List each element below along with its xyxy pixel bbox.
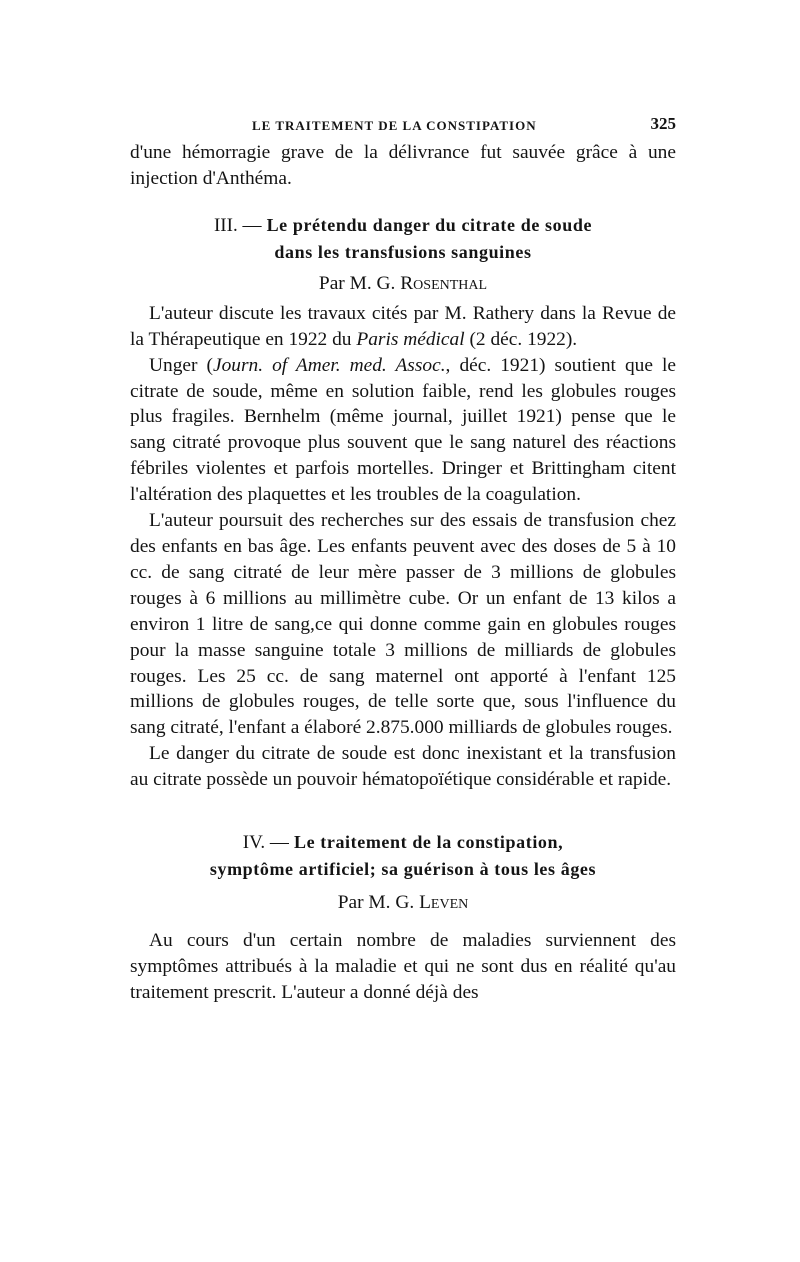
section-3-author: [130, 271, 676, 297]
section-4-paragraph-1: Au cours d'un certain nombre de maladies surviennent des symptômes attribués à la maladie et qui ne sont dus en réalité qu'au traitement prescrit. L'auteur a donné déjà des: [130, 930, 676, 1003]
section-3-author-prefix: Par M. G.: [318, 272, 396, 294]
page-number: 325: [650, 114, 676, 133]
section-3-paragraph-1: [130, 301, 676, 353]
s3p2-text-2: , déc. 1921) soutient que le citrate de soude, même en solution faible, rend les globules rouges plus fragiles. Bernhelm (même journal, juillet 1921) pense que le sang citraté provoque plus souvent que le sang naturel des réactions fébriles violentes et parfois mortelles. Dringer et Brittingham citent l'altération des plaquettes et les troubles de la coagulation.: [130, 354, 676, 506]
section-3-paragraph-3: L'auteur poursuit des recherches sur des essais de transfusion chez des enfants en bas âge. Les enfants peuvent avec des doses de 5 à 10 cc. de sang citraté de leur mère passer de 3 millions de globules rouges à 6 millions au millimètre cube. Or un enfant de 13 kilos a environ 1 litre de sang,ce qui donne comme gain en globules rouges pour la masse sanguine totale 3 millions de milliards de globules rouges. Les 25 cc. de sang maternel ont apporté à l'enfant 125 millions de globules rouges, de telle sorte que, sous l'influence du sang citraté, l'enfant a élaboré 2.875.000 milliards de globules rouges.: [130, 510, 676, 739]
section-4-title-1: Le traitement de la constipation,: [293, 832, 564, 853]
section-4-title-line-2: symptôme artificiel; sa guérison à tous les âges: [209, 859, 597, 880]
section-4-author-name: Leven: [419, 892, 469, 914]
s3p1-text-2: (2 déc. 1922).: [469, 328, 578, 350]
section-3-number: III. —: [213, 214, 262, 236]
section-4-heading: [130, 829, 676, 882]
section-3-title-1: Le prétendu danger du citrate de soude: [266, 214, 593, 235]
s3p1-text-1: L'auteur discute les travaux cités par M. Rathery dans la Revue de la Thérapeutique en 1922 du: [130, 302, 676, 350]
running-title: LE TRAITEMENT DE LA CONSTIPATION: [252, 118, 537, 133]
section-3-paragraph-4: Le danger du citrate de soude est donc inexistant et la transfusion au citrate possède un pouvoir hématopoïétique considérable et rapide.: [130, 743, 676, 791]
section-3-paragraph-2: [130, 353, 676, 508]
s3p1-journal: Paris médical: [356, 328, 465, 350]
page: [130, 112, 676, 1006]
section-3-author-name: Rosenthal: [400, 272, 488, 294]
section-3-title-line-1: [130, 212, 676, 239]
s3p2-journal: Journ. of Amer. med. Assoc.: [212, 354, 446, 376]
section-4-author: [130, 890, 676, 916]
section-4-author-prefix: Par M. G.: [337, 892, 415, 914]
running-header: [130, 112, 676, 138]
section-4-number: IV. —: [242, 832, 289, 854]
section-4-title-line-1: [130, 829, 676, 856]
section-3-heading: [130, 212, 676, 265]
section-3-title-line-2: dans les transfusions sanguines: [274, 241, 532, 262]
s3p2-text-1: Unger (: [149, 354, 213, 376]
intro-paragraph: d'une hémorragie grave de la délivrance fut sauvée grâce à une injection d'Anthéma.: [130, 142, 676, 189]
